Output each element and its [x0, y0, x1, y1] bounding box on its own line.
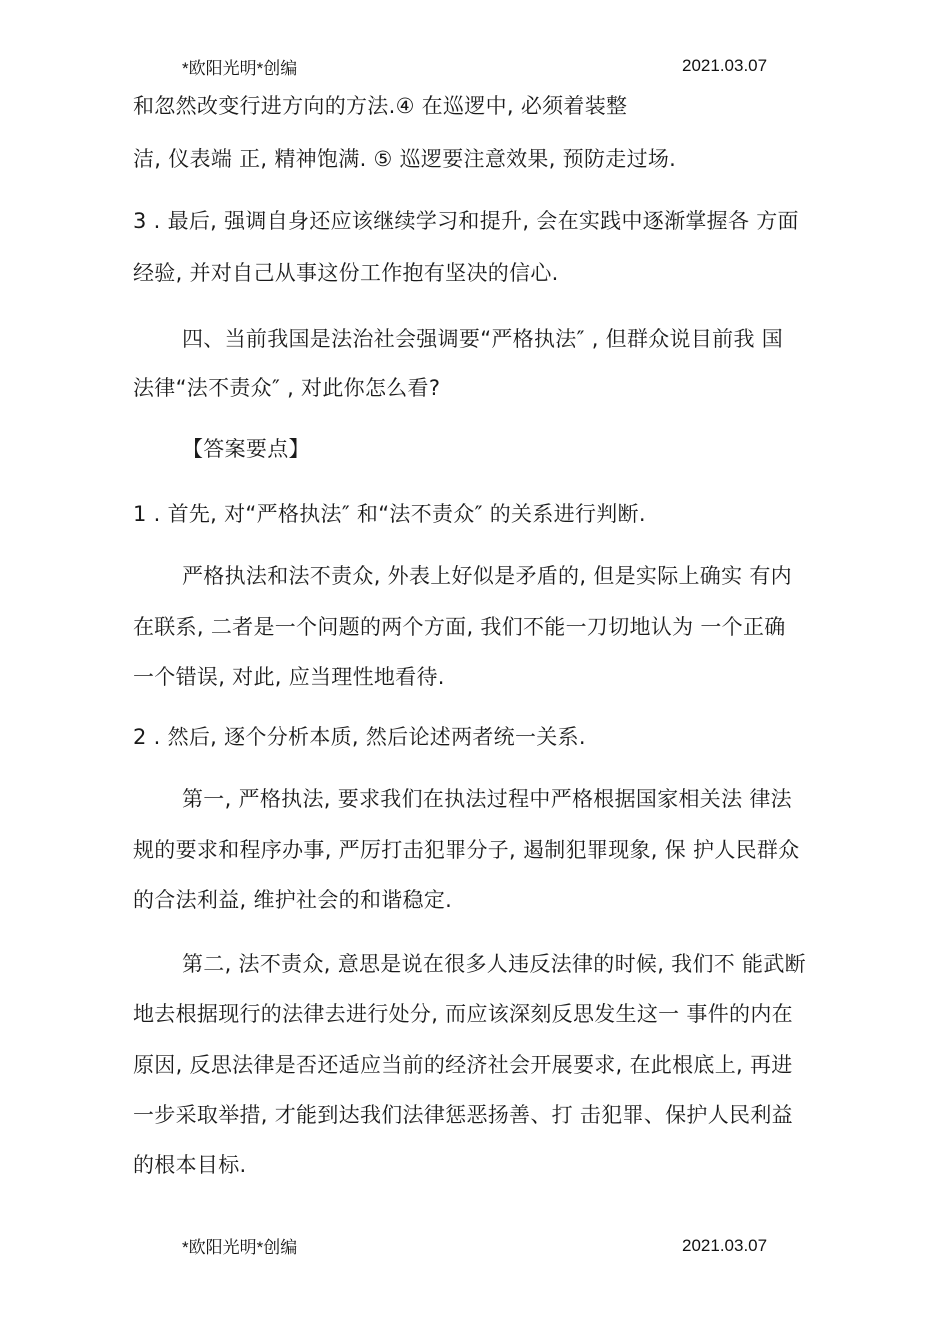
paragraph-line: 经验, 并对自己从事这份工作抱有坚决的信心. — [133, 261, 559, 285]
paragraph-line: 的根本目标. — [133, 1153, 247, 1177]
paragraph-line: 3 . 最后, 强调自身还应该继续学习和提升, 会在实践中逐渐掌握各 方面 — [133, 209, 799, 233]
paragraph-line: 原因, 反思法律是否还适应当前的经济社会开展要求, 在此根底上, 再进 — [133, 1053, 793, 1077]
paragraph-line: 规的要求和程序办事, 严厉打击犯罪分子, 遏制犯罪现象, 保 护人民群众 — [133, 838, 800, 862]
paragraph-line: 的合法利益, 维护社会的和谐稳定. — [133, 888, 453, 912]
question-line: 四、当前我国是法治社会强调要“严格执法″ , 但群众说目前我 国 — [182, 327, 784, 351]
header-date: 2021.03.07 — [682, 56, 768, 75]
header-author: *欧阳光明*创编 — [182, 59, 298, 78]
paragraph-line: 和忽然改变行进方向的方法.④ 在巡逻中, 必须着装整 — [133, 94, 628, 118]
paragraph-line: 在联系, 二者是一个问题的两个方面, 我们不能一刀切地认为 一个正确 — [133, 615, 786, 639]
paragraph-line: 2 . 然后, 逐个分析本质, 然后论述两者统一关系. — [133, 725, 586, 749]
paragraph-line: 一个错误, 对此, 应当理性地看待. — [133, 665, 445, 689]
paragraph-line: 严格执法和法不责众, 外表上好似是矛盾的, 但是实际上确实 有内 — [182, 564, 792, 588]
paragraph-line: 洁, 仪表端 正, 精神饱满. ⑤ 巡逻要注意效果, 预防走过场. — [133, 147, 677, 171]
paragraph-line: 第一, 严格执法, 要求我们在执法过程中严格根据国家相关法 律法 — [182, 787, 792, 811]
paragraph-line: 地去根据现行的法律去进行处分, 而应该深刻反思发生这一 事件的内在 — [133, 1002, 793, 1026]
footer-date: 2021.03.07 — [682, 1236, 768, 1255]
paragraph-line: 第二, 法不责众, 意思是说在很多人违反法律的时候, 我们不 能武断 — [182, 952, 806, 976]
footer-author: *欧阳光明*创编 — [182, 1238, 298, 1257]
answer-heading: 【答案要点】 — [182, 437, 310, 461]
paragraph-line: 1 . 首先, 对“严格执法″ 和“法不责众″ 的关系进行判断. — [133, 502, 646, 526]
paragraph-line: 一步采取举措, 才能到达我们法律惩恶扬善、打 击犯罪、保护人民利益 — [133, 1103, 793, 1127]
question-line: 法律“法不责众″ , 对此你怎么看? — [133, 376, 441, 400]
